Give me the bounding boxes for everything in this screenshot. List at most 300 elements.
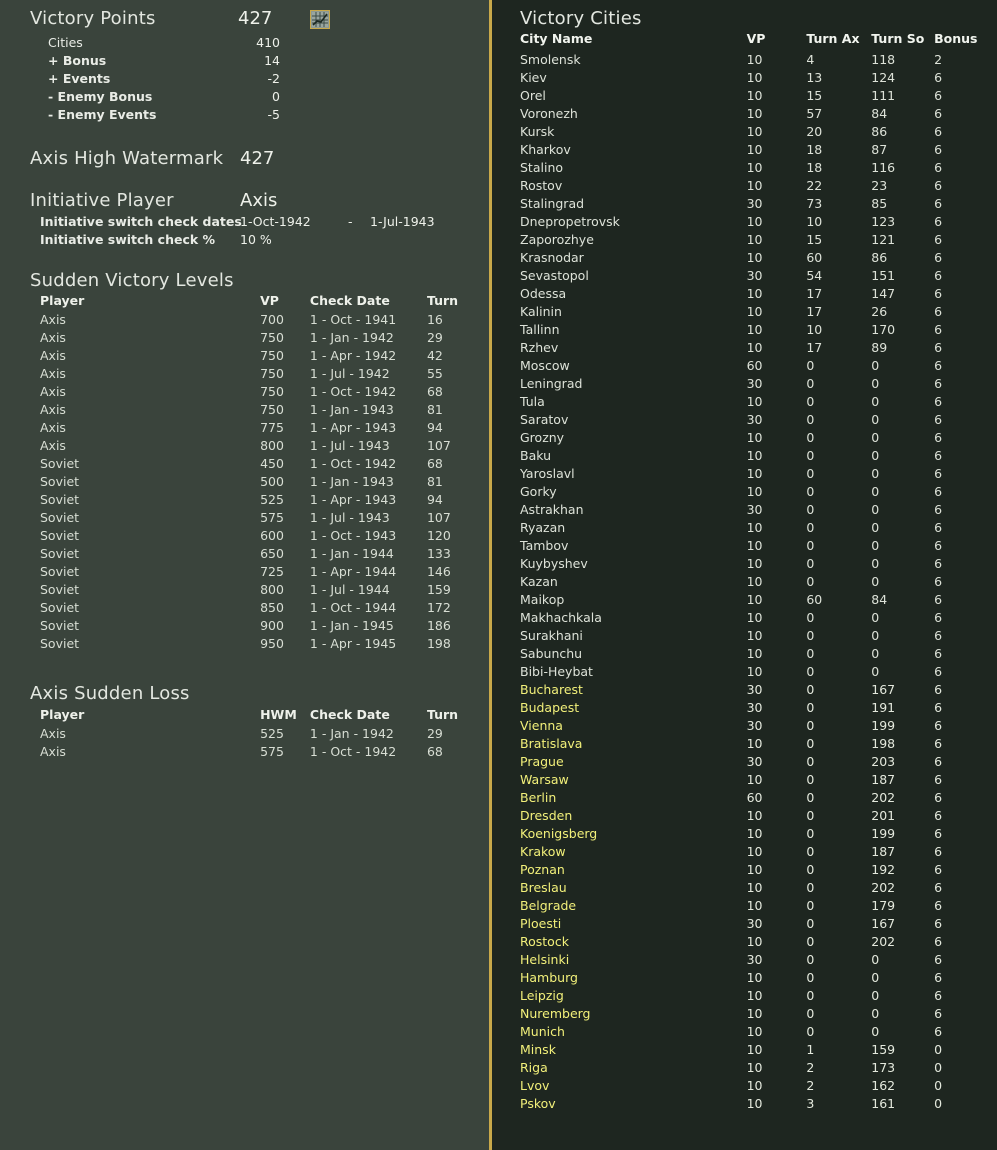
city-vp-cell: 10 (746, 1096, 763, 1111)
city-turn-axis-cell: 54 (806, 268, 823, 283)
left-panel (0, 0, 492, 1150)
city-vp-cell: 10 (746, 844, 763, 859)
city-turn-soviet-cell: 170 (871, 322, 896, 337)
table-cell: 525 (260, 492, 284, 507)
city-turn-axis-cell: 0 (806, 1006, 815, 1021)
city-bonus-cell: 6 (934, 934, 943, 949)
city-vp-cell: 10 (746, 1060, 763, 1075)
city-vp-cell: 10 (746, 988, 763, 1003)
table-row[interactable] (0, 347, 492, 365)
table-row[interactable] (492, 897, 997, 915)
city-turn-axis-cell: 0 (806, 520, 815, 535)
table-row[interactable] (492, 573, 997, 591)
city-turn-soviet-cell: 0 (871, 358, 880, 373)
table-row[interactable] (492, 537, 997, 555)
city-name-cell: Zaporozhye (520, 232, 594, 247)
city-turn-axis-cell: 0 (806, 718, 815, 733)
city-turn-soviet-cell: 0 (871, 646, 880, 661)
table-row[interactable] (0, 581, 492, 599)
city-bonus-cell: 6 (934, 952, 943, 967)
city-bonus-cell: 6 (934, 70, 943, 85)
city-turn-soviet-cell: 0 (871, 466, 880, 481)
table-cell: 1 - Apr - 1942 (309, 348, 397, 363)
city-turn-soviet-cell: 161 (871, 1096, 896, 1111)
table-row[interactable] (492, 87, 997, 105)
initiative-check-pct-value: 10 % (240, 232, 272, 247)
city-turn-axis-cell: 0 (806, 952, 815, 967)
table-cell: Axis (40, 438, 66, 453)
city-turn-axis-cell: 2 (806, 1060, 815, 1075)
city-turn-axis-cell: 0 (806, 844, 815, 859)
right-panel (492, 0, 997, 1150)
table-row[interactable] (492, 159, 997, 177)
table-row[interactable] (492, 429, 997, 447)
chart-icon[interactable] (310, 10, 330, 29)
city-name-cell: Smolensk (520, 52, 581, 67)
table-cell: 950 (260, 636, 284, 651)
city-name-cell: Baku (520, 448, 552, 463)
table-row[interactable] (492, 861, 997, 879)
city-vp-cell: 30 (746, 268, 763, 283)
city-vp-cell: 30 (746, 916, 763, 931)
table-row[interactable] (492, 69, 997, 87)
table-row[interactable] (492, 303, 997, 321)
table-cell: 1 - Oct - 1942 (309, 744, 397, 759)
city-name-cell: Stalingrad (520, 196, 585, 211)
table-cell: 750 (260, 348, 284, 363)
city-vp-cell: 10 (746, 520, 763, 535)
table-header-row (0, 292, 492, 311)
table-row[interactable] (0, 365, 492, 383)
table-cell: 1 - Jan - 1945 (309, 618, 394, 633)
table-cell: Axis (40, 402, 66, 417)
city-bonus-cell: 6 (934, 250, 943, 265)
city-name-cell: Sabunchu (520, 646, 583, 661)
city-name-cell: Poznan (520, 862, 565, 877)
table-cell: 1 - Oct - 1941 (309, 312, 397, 327)
table-cell: Soviet (40, 456, 80, 471)
table-row[interactable] (0, 491, 492, 509)
table-cell: 133 (426, 546, 451, 561)
city-bonus-cell: 6 (934, 178, 943, 193)
table-row[interactable] (492, 231, 997, 249)
table-row[interactable] (492, 1005, 997, 1023)
city-bonus-cell: 6 (934, 502, 943, 517)
table-row[interactable] (0, 401, 492, 419)
city-vp-cell: 10 (746, 484, 763, 499)
table-row[interactable] (492, 249, 997, 267)
city-bonus-cell: 6 (934, 448, 943, 463)
city-turn-axis-cell: 0 (806, 934, 815, 949)
table-row[interactable] (492, 357, 997, 375)
initiative-check-date-from: 1-Oct-1942 (240, 214, 311, 229)
city-turn-soviet-cell: 159 (871, 1042, 896, 1057)
table-row[interactable] (492, 555, 997, 573)
city-turn-axis-cell: 0 (806, 394, 815, 409)
city-vp-cell: 10 (746, 538, 763, 553)
table-row[interactable] (492, 951, 997, 969)
table-row[interactable] (492, 105, 997, 123)
table-cell: 81 (426, 474, 443, 489)
table-row[interactable] (492, 483, 997, 501)
city-name-cell: Kursk (520, 124, 555, 139)
city-bonus-cell: 6 (934, 358, 943, 373)
table-row[interactable] (492, 285, 997, 303)
table-cell: Soviet (40, 600, 80, 615)
city-name-cell: Maikop (520, 592, 565, 607)
table-row[interactable] (0, 725, 492, 743)
table-row[interactable] (0, 617, 492, 635)
city-turn-soviet-cell: 0 (871, 430, 880, 445)
city-turn-soviet-cell: 84 (871, 106, 888, 121)
city-turn-axis-cell: 0 (806, 484, 815, 499)
table-row[interactable] (492, 393, 997, 411)
city-turn-soviet-cell: 0 (871, 556, 880, 571)
city-turn-axis-cell: 17 (806, 340, 823, 355)
table-cell: 1 - Jan - 1942 (309, 330, 394, 345)
city-bonus-cell: 6 (934, 160, 943, 175)
city-vp-cell: 10 (746, 430, 763, 445)
city-name-cell: Dresden (520, 808, 573, 823)
city-turn-axis-cell: 15 (806, 232, 823, 247)
table-row[interactable] (492, 375, 997, 393)
table-cell: 198 (426, 636, 451, 651)
table-cell: 1 - Oct - 1943 (309, 528, 397, 543)
city-vp-cell: 10 (746, 880, 763, 895)
city-turn-soviet-cell: 0 (871, 520, 880, 535)
city-turn-axis-cell: 0 (806, 610, 815, 625)
city-turn-soviet-cell: 167 (871, 682, 896, 697)
table-row[interactable] (0, 311, 492, 329)
city-name-cell: Astrakhan (520, 502, 584, 517)
table-cell: Axis (40, 366, 66, 381)
table-header-row (0, 706, 492, 725)
city-name-cell: Helsinki (520, 952, 570, 967)
city-turn-axis-cell: 18 (806, 160, 823, 175)
city-vp-cell: 10 (746, 574, 763, 589)
city-name-cell: Prague (520, 754, 564, 769)
city-vp-cell: 10 (746, 970, 763, 985)
table-cell: 1 - Apr - 1944 (309, 564, 397, 579)
table-cell: Soviet (40, 582, 80, 597)
table-cell: 29 (426, 330, 443, 345)
city-name-cell: Stalino (520, 160, 564, 175)
city-bonus-cell: 6 (934, 322, 943, 337)
city-bonus-cell: 0 (934, 1096, 943, 1111)
city-vp-cell: 10 (746, 1024, 763, 1039)
table-row[interactable] (492, 825, 997, 843)
city-vp-cell: 30 (746, 502, 763, 517)
vp-breakdown-label: Cities (48, 35, 83, 50)
table-row[interactable] (492, 1023, 997, 1041)
city-bonus-cell: 6 (934, 556, 943, 571)
city-turn-axis-cell: 1 (806, 1042, 815, 1057)
table-row[interactable] (0, 563, 492, 581)
city-turn-soviet-cell: 187 (871, 772, 896, 787)
city-turn-soviet-cell: 0 (871, 394, 880, 409)
table-row[interactable] (492, 987, 997, 1005)
table-row[interactable] (492, 699, 997, 717)
city-turn-soviet-cell: 202 (871, 790, 896, 805)
city-name-cell: Minsk (520, 1042, 556, 1057)
table-row[interactable] (492, 465, 997, 483)
city-name-cell: Budapest (520, 700, 580, 715)
table-row[interactable] (492, 789, 997, 807)
city-vp-cell: 10 (746, 664, 763, 679)
table-cell: 146 (426, 564, 451, 579)
city-bonus-cell: 6 (934, 574, 943, 589)
table-row[interactable] (492, 969, 997, 987)
table-cell: 525 (260, 726, 284, 741)
table-row[interactable] (0, 545, 492, 563)
table-cell: 159 (426, 582, 451, 597)
city-bonus-cell: 6 (934, 628, 943, 643)
table-cell: 775 (260, 420, 284, 435)
table-cell: Soviet (40, 474, 80, 489)
city-bonus-cell: 6 (934, 394, 943, 409)
city-turn-axis-cell: 57 (806, 106, 823, 121)
city-vp-cell: 10 (746, 178, 763, 193)
city-bonus-cell: 6 (934, 682, 943, 697)
table-row[interactable] (492, 915, 997, 933)
table-row[interactable] (492, 735, 997, 753)
city-bonus-cell: 6 (934, 772, 943, 787)
city-bonus-cell: 6 (934, 376, 943, 391)
table-row[interactable] (0, 329, 492, 347)
city-bonus-cell: 6 (934, 340, 943, 355)
table-row[interactable] (492, 681, 997, 699)
city-turn-axis-cell: 0 (806, 772, 815, 787)
column-header: Check Date (309, 292, 390, 308)
city-bonus-cell: 6 (934, 538, 943, 553)
city-name-cell: Warsaw (520, 772, 569, 787)
vp-breakdown-value: 14 (264, 53, 280, 68)
city-turn-soviet-cell: 199 (871, 826, 896, 841)
city-name-cell: Kuybyshev (520, 556, 588, 571)
table-cell: 750 (260, 366, 284, 381)
city-turn-axis-cell: 0 (806, 898, 815, 913)
city-turn-axis-cell: 0 (806, 412, 815, 427)
city-name-cell: Voronezh (520, 106, 578, 121)
table-cell: Soviet (40, 546, 80, 561)
city-vp-cell: 10 (746, 862, 763, 877)
city-turn-soviet-cell: 0 (871, 574, 880, 589)
table-row[interactable] (492, 645, 997, 663)
vp-breakdown-value: 0 (272, 89, 280, 104)
city-turn-axis-cell: 0 (806, 502, 815, 517)
city-vp-cell: 60 (746, 358, 763, 373)
city-turn-soviet-cell: 0 (871, 628, 880, 643)
table-cell: Axis (40, 330, 66, 345)
table-row[interactable] (0, 599, 492, 617)
table-row[interactable] (492, 879, 997, 897)
city-turn-soviet-cell: 23 (871, 178, 888, 193)
city-turn-axis-cell: 22 (806, 178, 823, 193)
city-name-cell: Pskov (520, 1096, 556, 1111)
city-name-cell: Tallinn (520, 322, 560, 337)
table-row[interactable] (0, 419, 492, 437)
table-row[interactable] (492, 195, 997, 213)
vp-breakdown-label: + Bonus (48, 53, 107, 68)
city-turn-soviet-cell: 162 (871, 1078, 896, 1093)
city-turn-axis-cell: 0 (806, 916, 815, 931)
table-cell: 1 - Oct - 1942 (309, 456, 397, 471)
city-vp-cell: 10 (746, 1042, 763, 1057)
city-vp-cell: 30 (746, 376, 763, 391)
table-row[interactable] (492, 51, 997, 69)
city-vp-cell: 30 (746, 754, 763, 769)
table-row[interactable] (492, 1095, 997, 1113)
table-cell: 172 (426, 600, 451, 615)
city-vp-cell: 10 (746, 70, 763, 85)
city-turn-soviet-cell: 151 (871, 268, 896, 283)
table-row[interactable] (492, 1077, 997, 1095)
table-row[interactable] (0, 527, 492, 545)
city-turn-soviet-cell: 0 (871, 376, 880, 391)
victory-points-total: 427 (238, 8, 273, 29)
table-row[interactable] (492, 177, 997, 195)
table-row[interactable] (492, 123, 997, 141)
table-cell: Axis (40, 348, 66, 363)
city-bonus-cell: 6 (934, 214, 943, 229)
city-vp-cell: 30 (746, 952, 763, 967)
table-row[interactable] (492, 447, 997, 465)
table-cell: 800 (260, 438, 284, 453)
city-turn-axis-cell: 0 (806, 736, 815, 751)
table-row[interactable] (492, 1041, 997, 1059)
city-turn-soviet-cell: 167 (871, 916, 896, 931)
table-row[interactable] (0, 383, 492, 401)
city-name-cell: Saratov (520, 412, 569, 427)
table-cell: Soviet (40, 510, 80, 525)
column-header: HWM (260, 706, 297, 722)
city-bonus-cell: 6 (934, 898, 943, 913)
table-row[interactable] (492, 843, 997, 861)
city-bonus-cell: 6 (934, 844, 943, 859)
table-cell: 1 - Jul - 1942 (309, 366, 390, 381)
city-bonus-cell: 6 (934, 826, 943, 841)
city-bonus-cell: 6 (934, 466, 943, 481)
table-cell: 55 (426, 366, 443, 381)
city-turn-axis-cell: 0 (806, 754, 815, 769)
city-turn-soviet-cell: 202 (871, 880, 896, 895)
table-row[interactable] (492, 807, 997, 825)
table-row[interactable] (492, 213, 997, 231)
vp-breakdown-label: - Enemy Events (48, 107, 157, 122)
table-row[interactable] (0, 635, 492, 653)
city-name-cell: Leipzig (520, 988, 564, 1003)
city-vp-cell: 10 (746, 304, 763, 319)
column-header: VP (260, 292, 279, 308)
city-name-cell: Surakhani (520, 628, 583, 643)
city-bonus-cell: 6 (934, 430, 943, 445)
table-row[interactable] (492, 519, 997, 537)
city-vp-cell: 10 (746, 934, 763, 949)
table-row[interactable] (492, 717, 997, 735)
sudden-victory-levels-table (0, 292, 492, 653)
table-row[interactable] (492, 753, 997, 771)
table-row[interactable] (0, 509, 492, 527)
city-vp-cell: 30 (746, 682, 763, 697)
city-vp-cell: 10 (746, 898, 763, 913)
table-row[interactable] (492, 321, 997, 339)
table-row[interactable] (492, 141, 997, 159)
city-name-cell: Rostov (520, 178, 563, 193)
city-turn-soviet-cell: 123 (871, 214, 896, 229)
city-turn-axis-cell: 60 (806, 592, 823, 607)
city-name-cell: Orel (520, 88, 546, 103)
vp-breakdown-label: - Enemy Bonus (48, 89, 153, 104)
table-cell: 750 (260, 330, 284, 345)
city-bonus-cell: 6 (934, 106, 943, 121)
table-row[interactable] (492, 411, 997, 429)
city-turn-axis-cell: 13 (806, 70, 823, 85)
city-name-cell: Kharkov (520, 142, 571, 157)
table-row[interactable] (0, 473, 492, 491)
city-name-cell: Bibi-Heybat (520, 664, 593, 679)
city-turn-axis-cell: 0 (806, 970, 815, 985)
city-turn-soviet-cell: 26 (871, 304, 888, 319)
city-turn-axis-cell: 4 (806, 52, 815, 67)
city-turn-soviet-cell: 121 (871, 232, 896, 247)
city-vp-cell: 10 (746, 322, 763, 337)
axis-sudden-loss-table (0, 706, 492, 761)
city-turn-soviet-cell: 0 (871, 610, 880, 625)
city-turn-axis-cell: 0 (806, 862, 815, 877)
city-turn-axis-cell: 0 (806, 628, 815, 643)
city-vp-cell: 10 (746, 124, 763, 139)
table-row[interactable] (492, 339, 997, 357)
city-name-cell: Tula (520, 394, 545, 409)
table-row[interactable] (0, 437, 492, 455)
city-vp-cell: 10 (746, 250, 763, 265)
vp-breakdown-value: 410 (256, 35, 280, 50)
table-cell: 1 - Jan - 1942 (309, 726, 394, 741)
city-turn-axis-cell: 0 (806, 376, 815, 391)
city-vp-cell: 10 (746, 142, 763, 157)
column-header: VP (746, 31, 766, 46)
table-row[interactable] (492, 933, 997, 951)
city-name-cell: Rzhev (520, 340, 559, 355)
city-turn-soviet-cell: 199 (871, 718, 896, 733)
city-bonus-cell: 6 (934, 736, 943, 751)
table-row[interactable] (492, 591, 997, 609)
table-row[interactable] (492, 1059, 997, 1077)
city-turn-axis-cell: 0 (806, 574, 815, 589)
city-bonus-cell: 6 (934, 880, 943, 895)
city-turn-soviet-cell: 192 (871, 862, 896, 877)
table-row[interactable] (492, 501, 997, 519)
city-name-cell: Leningrad (520, 376, 583, 391)
city-vp-cell: 10 (746, 826, 763, 841)
table-cell: 1 - Jul - 1944 (309, 582, 390, 597)
city-turn-soviet-cell: 86 (871, 250, 888, 265)
table-row[interactable] (0, 743, 492, 761)
city-name-cell: Kalinin (520, 304, 562, 319)
city-vp-cell: 10 (746, 466, 763, 481)
city-turn-axis-cell: 18 (806, 142, 823, 157)
initiative-check-pct-label: Initiative switch check % (40, 232, 216, 247)
table-row[interactable] (492, 771, 997, 789)
city-vp-cell: 10 (746, 214, 763, 229)
table-row[interactable] (492, 609, 997, 627)
table-row[interactable] (492, 663, 997, 681)
city-vp-cell: 10 (746, 394, 763, 409)
table-row[interactable] (492, 267, 997, 285)
table-row[interactable] (0, 455, 492, 473)
city-vp-cell: 10 (746, 808, 763, 823)
table-row[interactable] (492, 627, 997, 645)
